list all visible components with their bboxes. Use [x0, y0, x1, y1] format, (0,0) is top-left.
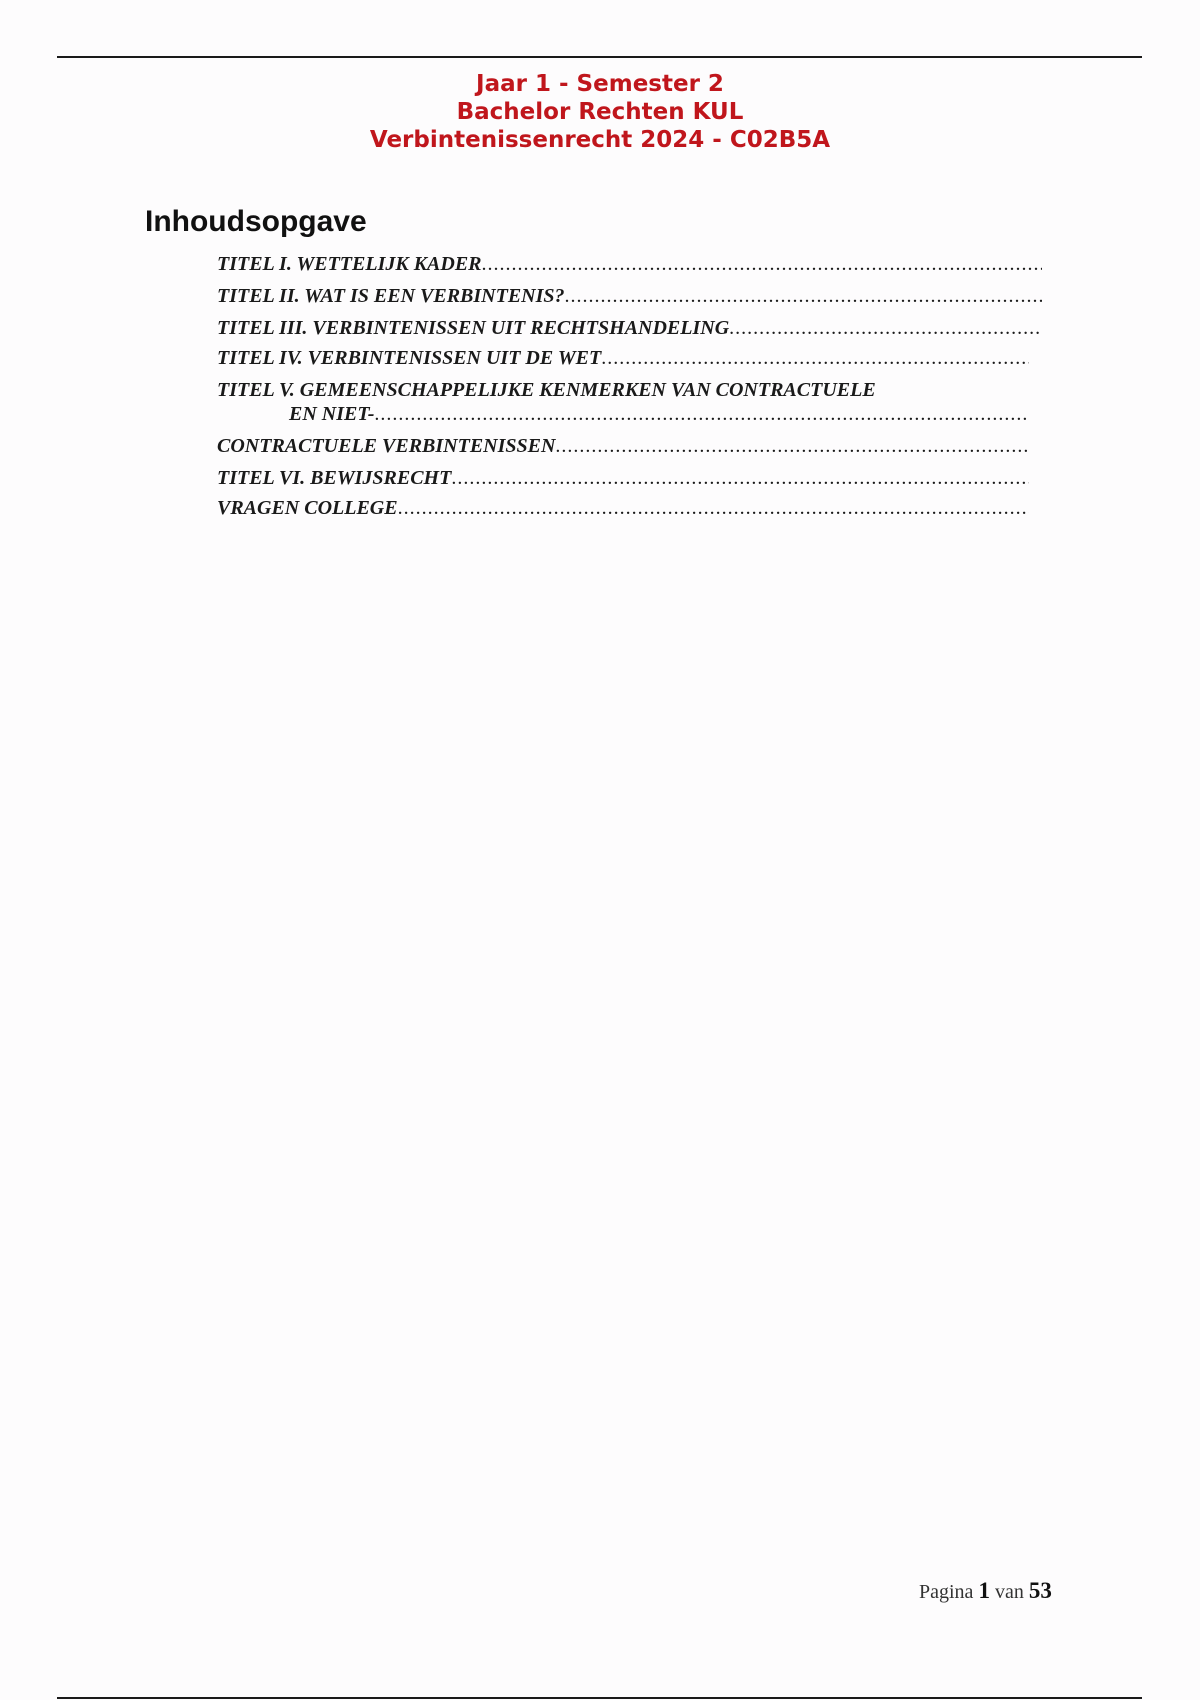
toc-entry-titel-4[interactable] — [217, 346, 1029, 370]
toc-leader-dots — [601, 346, 1029, 370]
of-label: van — [994, 1581, 1024, 1603]
bottom-rule — [57, 1697, 1142, 1699]
toc-leader-dots — [451, 466, 1029, 490]
top-rule — [57, 56, 1142, 58]
toc-entry-titel-3[interactable] — [217, 316, 1042, 340]
total-pages: 53 — [1028, 1578, 1052, 1603]
page-label: Pagina — [919, 1581, 974, 1603]
toc-heading: Inhoudsopgave — [145, 205, 367, 238]
toc-entry-titel-5[interactable] — [217, 378, 1029, 426]
toc-leader-dots — [398, 496, 1029, 520]
toc-entry-continuation-label: EN NIET- — [289, 403, 375, 425]
toc-leader-dots — [729, 316, 1042, 340]
toc-leader-dots — [374, 402, 1029, 426]
toc-entry-titel-2[interactable] — [217, 284, 1042, 308]
toc-entry-label: TITEL I. WETTELIJK KADER — [217, 253, 482, 275]
current-page: 1 — [978, 1578, 990, 1603]
toc-entry-continuation — [217, 402, 1029, 426]
toc-entry-label: TITEL III. VERBINTENISSEN UIT RECHTSHANDELING — [217, 317, 730, 339]
toc-leader-dots — [565, 284, 1042, 308]
toc-leader-dots — [482, 252, 1043, 276]
toc-entry-label: CONTRACTUELE VERBINTENISSEN — [217, 435, 556, 457]
toc-entry-label: TITEL IV. VERBINTENISSEN UIT DE WET — [217, 347, 602, 369]
toc-entry-contractuele[interactable] — [217, 434, 1029, 458]
toc-entry-label: TITEL II. WAT IS EEN VERBINTENIS? — [217, 285, 565, 307]
toc-leader-dots — [555, 434, 1029, 458]
table-of-contents — [217, 252, 1042, 520]
header-line-year: Jaar 1 - Semester 2 — [476, 71, 724, 97]
page-number — [919, 1578, 1052, 1604]
document-header — [0, 70, 1200, 154]
toc-entry-label: TITEL V. GEMEENSCHAPPELIJKE KENMERKEN VAN CONTRACTUELE — [217, 379, 876, 401]
toc-entry-titel-6[interactable] — [217, 466, 1029, 490]
toc-entry-label: TITEL VI. BEWIJSRECHT — [217, 467, 452, 489]
toc-entry-titel-1[interactable] — [217, 252, 1042, 276]
toc-entry-label: VRAGEN COLLEGE — [217, 497, 398, 519]
header-line-program: Bachelor Rechten KUL — [456, 99, 744, 125]
header-line-course: Verbintenissenrecht 2024 - C02B5A — [369, 127, 831, 153]
toc-entry-vragen-college[interactable] — [217, 496, 1029, 520]
